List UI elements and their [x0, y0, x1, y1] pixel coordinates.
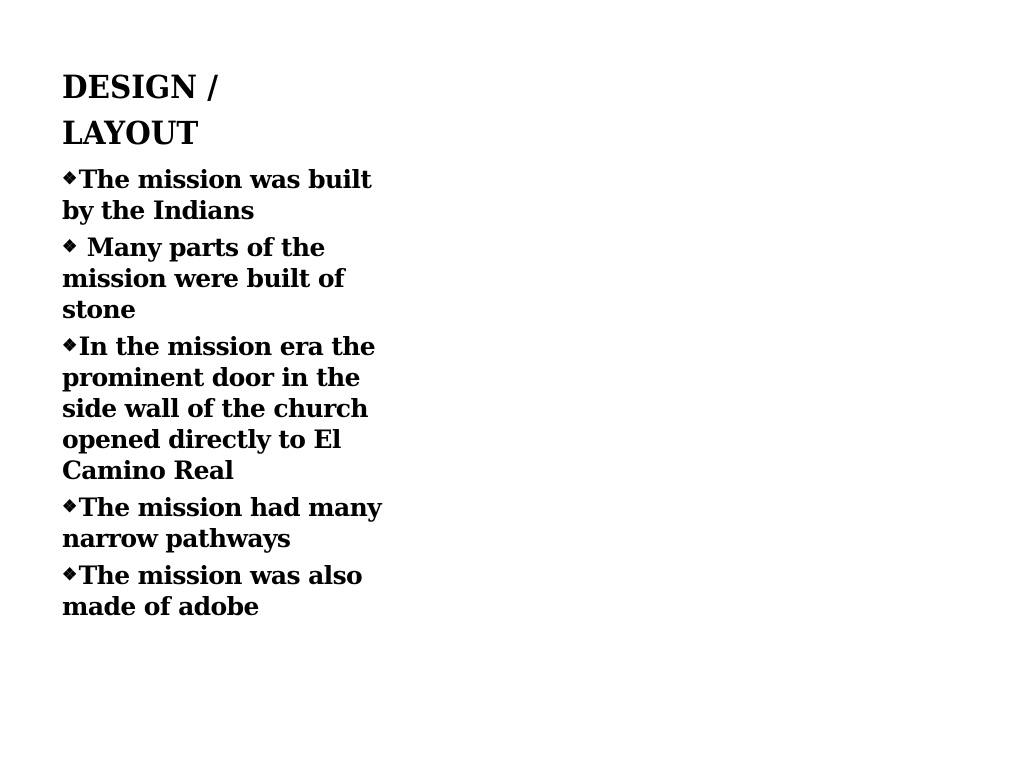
diamond-bullet-icon: ❖	[62, 336, 77, 356]
bullet-list	[62, 164, 382, 628]
bullet-item	[62, 164, 382, 226]
slide-title	[62, 64, 338, 156]
bullet-text: In the mission era the prominent door in the side wall of the church opened directly to El Camino Real	[62, 332, 376, 485]
bullet-item	[62, 492, 382, 554]
bullet-item	[62, 560, 382, 622]
diamond-bullet-icon: ❖	[62, 497, 77, 517]
slide-title-line-2: LAYOUT	[62, 114, 199, 152]
diamond-bullet-icon: ❖	[62, 169, 77, 189]
bullet-text: The mission was built by the Indians	[62, 165, 372, 225]
bullet-text: Many parts of the mission were built of stone	[62, 233, 345, 324]
bullet-item	[62, 331, 382, 486]
diamond-bullet-icon: ❖	[62, 237, 77, 257]
diamond-bullet-icon: ❖	[62, 565, 77, 585]
slide-title-line-1: DESIGN /	[62, 68, 219, 106]
bullet-text: The mission had many narrow pathways	[62, 493, 382, 553]
bullet-text: The mission was also made of adobe	[62, 561, 363, 621]
bullet-item	[62, 232, 382, 325]
